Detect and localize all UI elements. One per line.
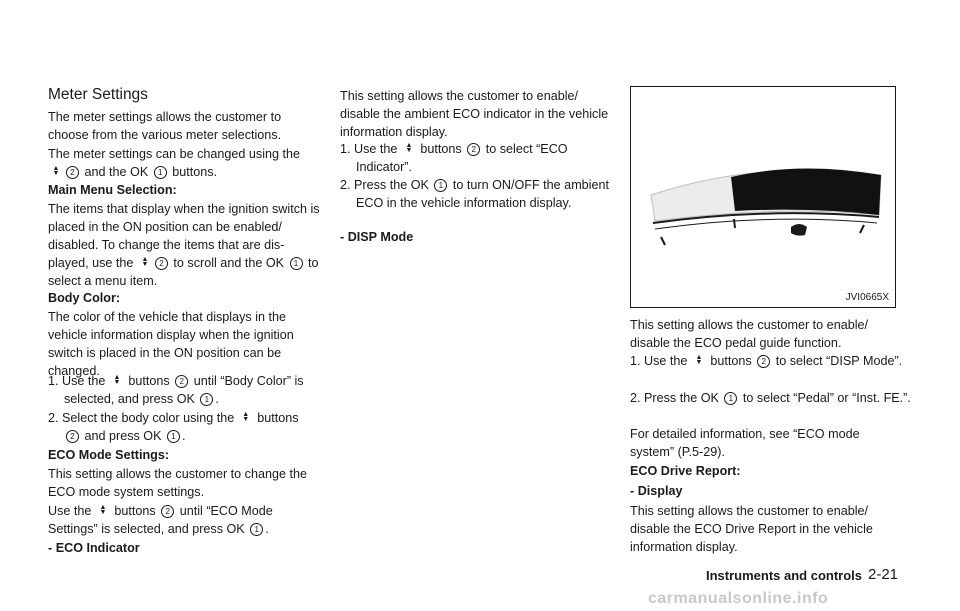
main-menu-heading: Main Menu Selection: <box>48 183 177 197</box>
button-2-badge: 2 <box>467 143 480 156</box>
button-2-badge: 2 <box>66 430 79 443</box>
button-1-badge: 1 <box>724 392 737 405</box>
eco-gauge-illustration <box>631 87 895 307</box>
button-1-badge: 1 <box>250 523 263 536</box>
up-down-arrows-icon: ▲ ▼ <box>141 256 149 268</box>
step-text: buttons <box>710 354 752 368</box>
figure-caption: JVI0665X <box>845 292 889 303</box>
main-menu-text-c: to select a menu item. <box>48 256 319 288</box>
step-text: to turn ON/OFF the ambient ECO in the vehicle information display. <box>356 178 609 210</box>
intro-text-b: and the OK <box>84 165 149 179</box>
eco-gauge-figure <box>630 86 896 308</box>
step-text: until “Body Color” is selected, and press OK <box>64 374 304 406</box>
eco-mode-paragraph-2 <box>48 502 320 538</box>
intro-paragraph-2 <box>48 145 320 181</box>
button-2-badge: 2 <box>161 505 174 518</box>
main-menu-text-a: The items that display when the ignition switch is placed in the ON position can be enabled/ disabled. To change the items that are dis- played, use the <box>48 202 320 270</box>
eco-mode-paragraph-1: This setting allows the customer to change the ECO mode system settings. <box>48 467 308 499</box>
step-text: to select “ECO Indicator”. <box>356 142 568 174</box>
step-text: and press OK <box>84 429 162 443</box>
button-1-badge: 1 <box>290 257 303 270</box>
up-down-arrows-icon: ▲ ▼ <box>242 411 250 423</box>
section-title: Meter Settings <box>48 86 148 103</box>
body-color-paragraph: The color of the vehicle that displays in the vehicle information display when the ignition switch is placed in the ON position can be changed. <box>48 310 294 378</box>
body-color-heading: Body Color: <box>48 291 121 305</box>
eco-drive-paragraph: This setting allows the customer to enable/ disable the ECO Drive Report in the vehicle information display. <box>630 504 873 554</box>
intro-paragraph-1: The meter settings allows the customer to choose from the various meter selections. <box>48 110 282 142</box>
up-down-arrows-icon: ▲ ▼ <box>113 374 121 386</box>
eco-drive-heading: ECO Drive Report: <box>630 464 741 478</box>
step-text: buttons <box>128 374 170 388</box>
disp-mode-step-2 <box>630 389 914 407</box>
disp-mode-subheading: - DISP Mode <box>340 230 414 244</box>
up-down-arrows-icon: ▲ ▼ <box>99 504 107 516</box>
step-text: buttons <box>257 411 299 425</box>
button-1-badge: 1 <box>154 166 167 179</box>
up-down-arrows-icon: ▲ ▼ <box>52 165 60 177</box>
body-color-step-1 <box>48 372 336 408</box>
step-text: 1. Use the <box>340 142 398 156</box>
button-2-badge: 2 <box>175 375 188 388</box>
eco-mode-heading: ECO Mode Settings: <box>48 448 170 462</box>
step-text: 1. Use the <box>48 374 106 388</box>
step-text: buttons <box>420 142 462 156</box>
step-text: 1. Use the <box>630 354 688 368</box>
step-text: to select “DISP Mode”. <box>775 354 903 368</box>
watermark: carmanualsonline.info <box>648 590 829 607</box>
button-2-badge: 2 <box>66 166 79 179</box>
eco-indicator-subheading: - ECO Indicator <box>48 541 140 555</box>
footer-section-name: Instruments and controls <box>706 568 863 583</box>
eco-mode-text: Use the <box>48 504 92 518</box>
disp-mode-step-1 <box>630 352 914 370</box>
eco-indicator-paragraph: This setting allows the customer to enable/ disable the ambient ECO indicator in the vehicle information display. <box>340 89 609 139</box>
disp-mode-paragraph: This setting allows the customer to enable/ disable the ECO pedal guide function. <box>630 318 869 350</box>
display-subheading: - Display <box>630 484 683 498</box>
step-text: to select “Pedal” or “Inst. FE.”. <box>742 391 911 405</box>
up-down-arrows-icon: ▲ ▼ <box>405 142 413 154</box>
up-down-arrows-icon: ▲ ▼ <box>695 354 703 366</box>
button-1-badge: 1 <box>200 393 213 406</box>
intro-text-a: The meter settings can be changed using the <box>48 147 301 161</box>
body-color-step-2 <box>48 409 336 445</box>
eco-indicator-step-2 <box>340 176 626 212</box>
button-1-badge: 1 <box>434 179 447 192</box>
button-2-badge: 2 <box>155 257 168 270</box>
step-text: . <box>215 392 219 406</box>
eco-mode-text: until “ECO Mode Settings” is selected, and press OK <box>48 504 273 536</box>
step-text: 2. Select the body color using the <box>48 411 235 425</box>
button-1-badge: 1 <box>167 430 180 443</box>
eco-mode-text: . <box>265 522 269 536</box>
step-text: 2. Press the OK <box>340 178 429 192</box>
main-menu-paragraph <box>48 200 320 290</box>
main-menu-text-b: to scroll and the OK <box>173 256 285 270</box>
intro-text-c: buttons. <box>172 165 218 179</box>
button-2-badge: 2 <box>757 355 770 368</box>
page-number: 2-21 <box>868 566 899 583</box>
eco-mode-text: buttons <box>114 504 156 518</box>
step-text: 2. Press the OK <box>630 391 719 405</box>
disp-mode-reference: For detailed information, see “ECO mode system” (P.5-29). <box>630 427 860 459</box>
step-text: . <box>182 429 186 443</box>
pedal-icon <box>791 224 807 236</box>
eco-indicator-step-1 <box>340 140 626 176</box>
